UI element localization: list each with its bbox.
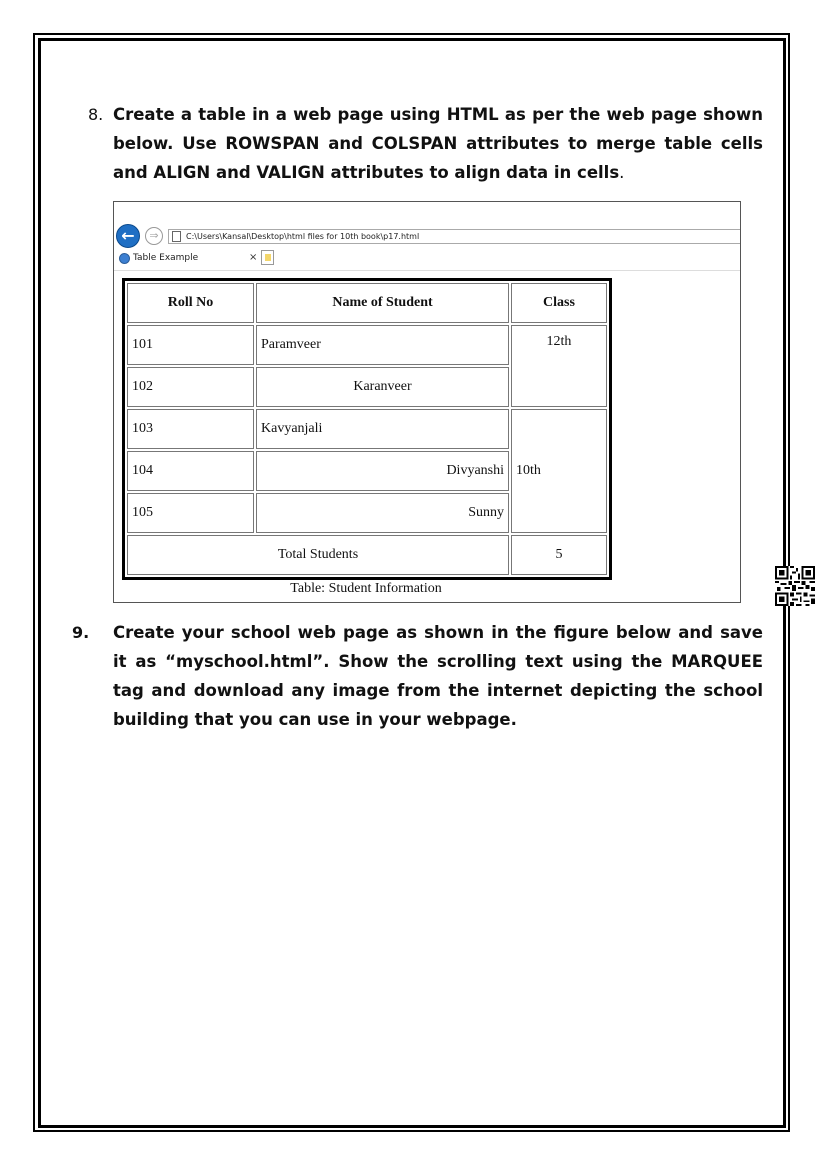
address-text: C:\Users\Kansal\Desktop\html files for 10th book\p17.html (186, 232, 420, 241)
student-table (122, 278, 612, 580)
question-8-number: 8. (88, 105, 104, 124)
table-caption: Table: Student Information (290, 581, 442, 596)
name-cell: Sunny (256, 493, 509, 533)
qr-code-icon (775, 566, 815, 606)
new-tab-icon[interactable] (261, 250, 274, 265)
header-class: Class (511, 283, 607, 323)
total-label-cell: Total Students (127, 535, 509, 575)
tab-title[interactable]: Table Example (133, 253, 199, 263)
question-9-text: Create your school web page as shown in the figure below and save it as “myschool.html”. Show the scrolling text using the MARQUEE tag and download any image from the internet depicting the school building that you can use in your webpage. (113, 623, 763, 729)
back-arrow-icon[interactable]: ← (116, 224, 140, 248)
header-name: Name of Student (256, 283, 509, 323)
class-12-cell: 12th (511, 325, 607, 407)
new-tab-icon-fill (265, 254, 271, 261)
header-roll-no: Roll No (127, 283, 254, 323)
table-header-row (127, 283, 607, 323)
roll-cell: 104 (127, 451, 254, 491)
roll-cell: 105 (127, 493, 254, 533)
class-10-cell: 10th (511, 409, 607, 533)
browser-address-row (114, 220, 741, 248)
question-9-number: 9. (72, 623, 90, 642)
name-cell: Paramveer (256, 325, 509, 365)
question-8-end: . (619, 163, 625, 182)
table-row (127, 325, 607, 365)
name-cell: Karanveer (256, 367, 509, 407)
address-bar[interactable] (168, 229, 741, 244)
name-cell: Divyanshi (256, 451, 509, 491)
roll-cell: 102 (127, 367, 254, 407)
question-8-body: Create a table in a web page using HTML as per the web page shown below. Use ROWSPAN and COLSPAN attributes to merge table cells and ALIGN and VALIGN attributes to align data in cells (113, 105, 763, 182)
question-8-text (113, 100, 763, 187)
ie-globe-icon (119, 253, 130, 264)
forward-arrow-icon[interactable]: ⇒ (145, 227, 163, 245)
page-icon (172, 231, 181, 242)
name-cell: Kavyanjali (256, 409, 509, 449)
tab-close-icon[interactable]: × (249, 252, 258, 263)
table-total-row (127, 535, 607, 575)
browser-screenshot (113, 201, 741, 603)
table-row (127, 409, 607, 449)
roll-cell: 101 (127, 325, 254, 365)
browser-tab-row (114, 248, 741, 271)
total-value-cell: 5 (511, 535, 607, 575)
roll-cell: 103 (127, 409, 254, 449)
